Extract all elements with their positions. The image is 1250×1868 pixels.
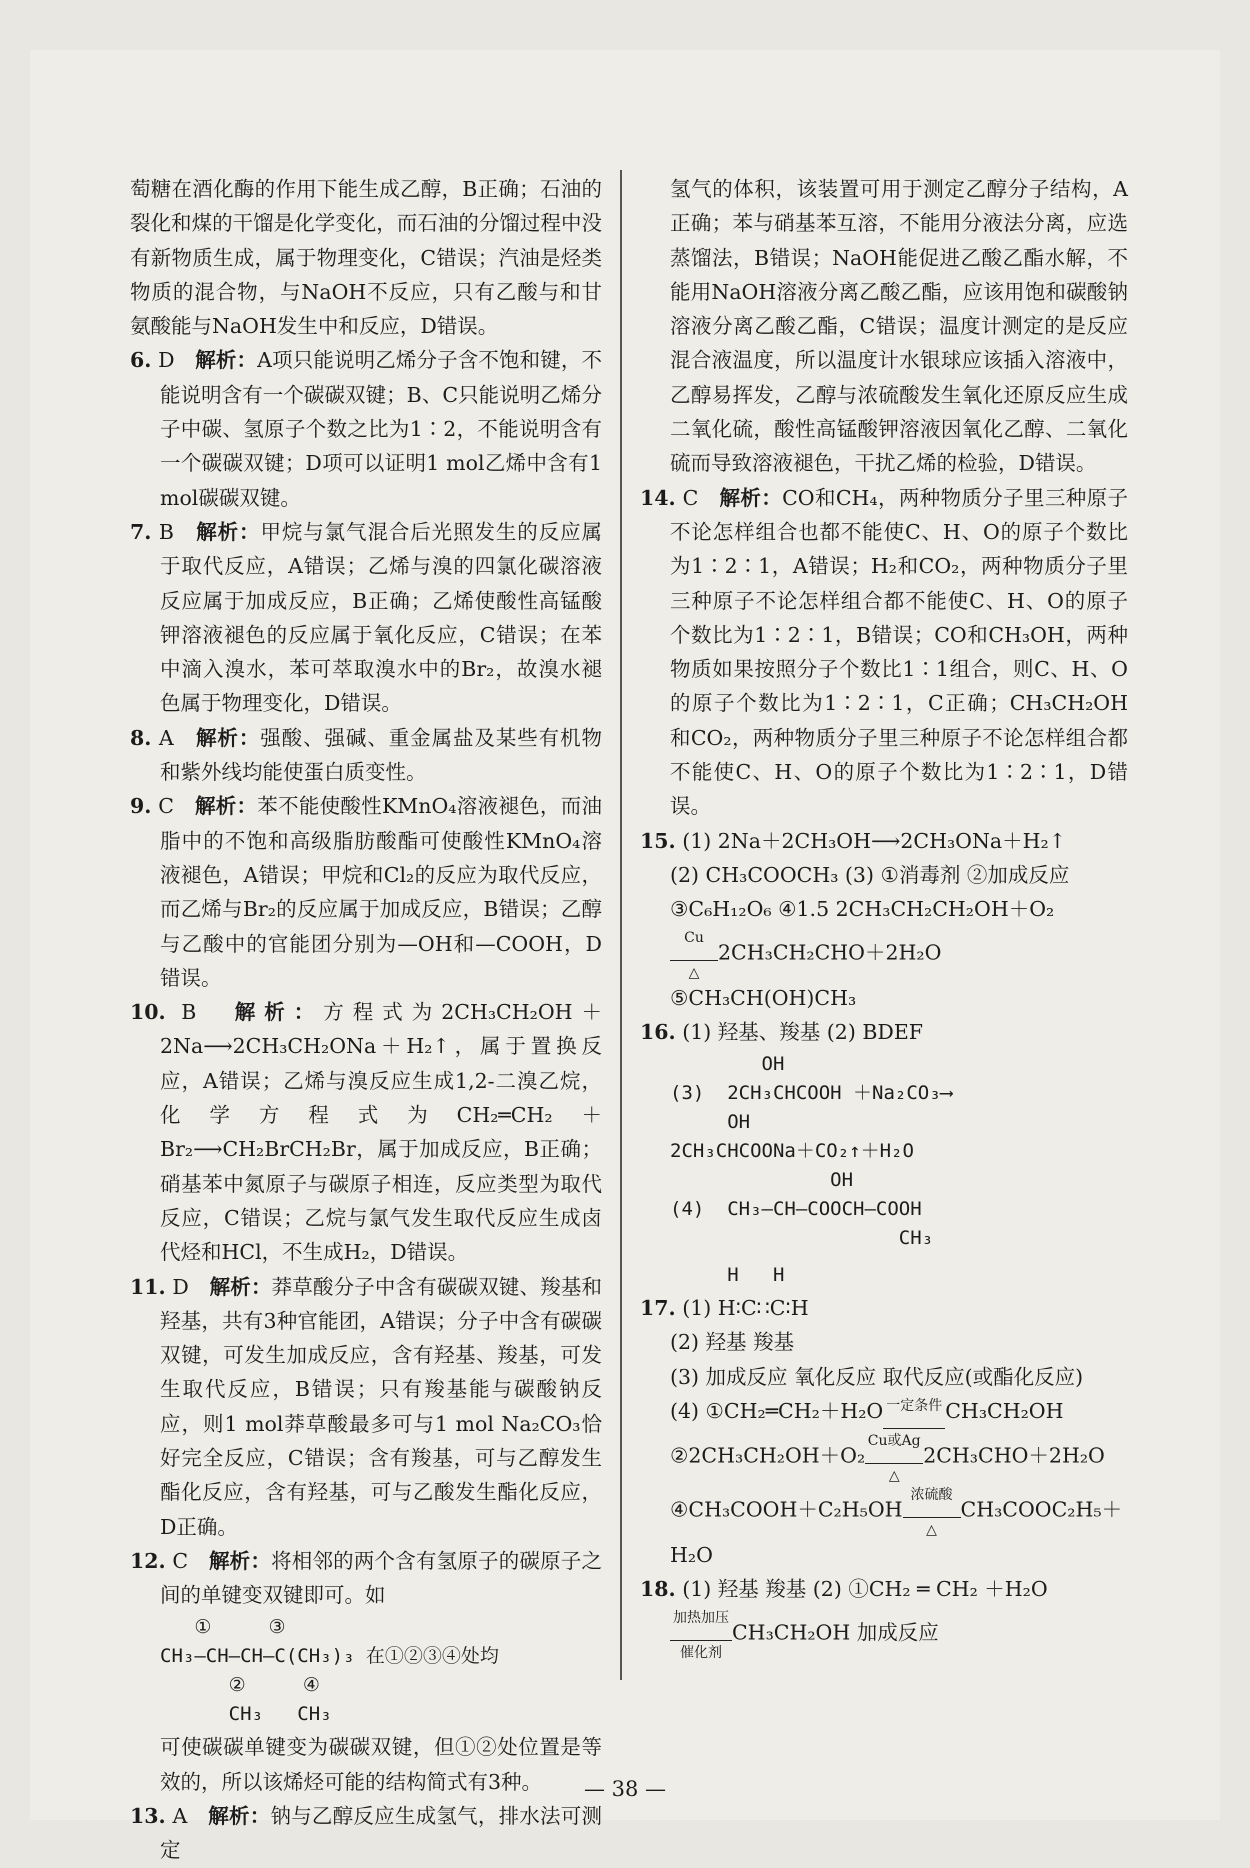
page-number: — 38 — [583,1777,667,1801]
analysis-text: CO和CH₄，两种物质分子里三种原子不论怎样组合也都不能使C、H、O的原子个数比为1∶2∶1，A错误；H₂和CO₂，两种物质分子里三种原子不论怎样组合都不能使C、H、O的原子个数比为1∶2∶1，B错误；CO和CH₃OH，两种物质如果按照分子个数比1∶1组合，则C、H、O的原子个数比为1∶2∶1，C正确；CH₃CH₂OH和CO₂，两种物质分子里三种原子不论怎样组合都不能使C、H、O的原子个数比为1∶2∶1，D错误。 [670,485,1128,819]
analysis-text: 莽草酸分子中含有碳碳双键、羧基和羟基，共有3种官能团，A错误；分子中含有碳碳双键，可发生加成反应，含有羟基、羧基，可发生取代反应，B错误；只有羧基能与碳酸钠反应，则1 mol莽草酸最多可与1 mol Na₂CO₃恰好完全反应，C错误；含有羧基，可与乙醇发生酯化反应，含有羟基，可与乙酸发生酯化反应，D正确。 [160,1274,603,1539]
equation-text: ④CH₃COOH＋C₂H₅OH [670,1497,903,1522]
answer-10 [130,995,602,1269]
answer-13-cont: 氢气的体积，该装置可用于测定乙醇分子结构，A正确；苯与硝基苯互溶，不能用分液法分离，应选蒸馏法，B错误；NaOH能促进乙酸乙酯水解，不能用NaOH溶液分离乙酸乙酯，应该用饱和碳酸钠溶液分离乙酸乙酯，C错误；温度计测定的是反应混合液温度，所以温度计水银球应该插入溶液中，乙醇易挥发，乙醇与浓硫酸发生氧化还原反应生成二氧化硫，酸性高锰酸钾溶液因氧化乙醇、二氧化硫而导致溶液褪色，干扰乙烯的检验，D错误。 [670,177,1128,476]
structure-branch-marks: ② ④ [160,1674,320,1697]
question-number: 13. [130,1804,166,1829]
electron-formula: (1) H∶C∷C∶H [682,1296,809,1321]
answer-17-line6 [640,1484,1128,1538]
answer-8 [130,721,602,790]
question-number: 18. [640,1577,676,1602]
arrow-condition-top: 浓硫酸 [910,1487,953,1504]
answer-15-line3: ③C₆H₁₂O₆ ④1.5 2CH₃CH₂CH₂OH＋O₂ [670,897,1055,922]
answer-letter: A [172,1804,188,1829]
answer-17 [640,1262,1128,1572]
question-number: 6. [130,348,152,373]
answer-letter: B [181,1000,197,1025]
question-number: 17. [640,1296,676,1321]
question-number: 7. [130,519,152,544]
answer-letter: B [158,519,174,544]
question-number: 12. [130,1548,166,1573]
analysis-text: 钠与乙醇反应生成氢气，排水法可测定 [160,1804,603,1863]
answer-11 [130,1270,602,1544]
analysis-label: 解析： [719,485,783,510]
answer-letter: C [158,794,174,819]
answer-18-line1 [640,1572,1128,1606]
arrow-condition-top: 一定条件 [886,1398,943,1415]
question-number: 15. [640,828,676,853]
analysis-label: 解析： [208,1804,271,1829]
arrow-condition-top: Cu [684,929,704,946]
analysis-label: 解析： [209,1274,272,1299]
structure-oh: OH [670,1053,785,1076]
answer-15 [640,824,1128,1015]
equation-text: (4) ①CH₂═CH₂＋H₂O [670,1399,884,1424]
structure-line: 2CH₃CHCOONa＋CO₂↑＋H₂O [670,1140,914,1163]
question-number: 11. [130,1274,166,1299]
answer-13 [130,1799,602,1868]
answer-17-line7: H₂O [670,1543,713,1568]
structure-line: (3) 2CH₃CHCOOH ＋Na₂CO₃⟶ [670,1082,953,1105]
analysis-label: 解析： [196,519,261,544]
answer-12-cont: 可使碳碳单键变为碳碳双键，但①②处位置是等效的，所以该烯烃可能的结构简式有3种。 [160,1735,602,1794]
question-number: 9. [130,794,152,819]
equation-text: 2CH₃CHO＋2H₂O [923,1443,1105,1468]
equation-text: (1) 2Na＋2CH₃OH⟶2CH₃ONa＋H₂↑ [682,828,1066,853]
answer-letter: C [682,485,699,510]
answer-14 [640,481,1128,824]
right-column [640,172,1128,1661]
arrow-condition-bottom: 催化剂 [680,1644,722,1661]
answer-text: (1) 羟基、羧基 (2) BDEF [682,1019,924,1044]
structure-marks: ① ③ [160,1616,286,1639]
answer-continuation: 萄糖在酒化酶的作用下能生成乙醇，B正确；石油的裂化和煤的干馏是化学变化，而石油的分馏过程中没有新物质生成，属于物理变化，C错误；汽油是烃类物质的混合物，与NaOH不反应，只有乙酸与和甘氨酸能与NaOH发生中和反应，D错误。 [130,177,602,339]
answer-16 [640,1015,1128,1252]
structure-formula-12 [130,1614,602,1728]
analysis-text: 苯不能使酸性KMnO₄溶液褪色，而油脂中的不饱和高级脂肪酸酯可使酸性KMnO₄溶液褪色，A错误；甲烷和Cl₂的反应为取代反应，而乙烯与Br₂的反应属于加成反应，B错误；乙醇与乙酸中的官能团分别为—OH和—COOH，D错误。 [160,794,602,990]
reaction-arrow [865,1430,923,1484]
analysis-text: A项只能说明乙烯分子含不饱和键，不能说明含有一个碳碳双键；B、C只能说明乙烯分子中碳、氢原子个数之比为1∶2，不能说明含有一个碳碳双键；D项可以证明1 mol乙烯中含有1 mol碳碳双键。 [160,348,603,510]
analysis-label: 解析： [194,794,258,819]
equation-text: ②2CH₃CH₂OH＋O₂ [670,1443,866,1468]
equation-text: CH₃CH₂OH 加成反应 [732,1620,939,1645]
structure-branch-groups: CH₃ CH₃ [160,1703,332,1726]
answer-17-line2: (2) 羟基 羧基 [670,1330,795,1355]
answer-17-line1 [640,1291,1128,1325]
electron-formula-h: H H [670,1264,785,1287]
answer-12 [130,1544,602,1613]
answer-text: (1) 羟基 羧基 (2) ①CH₂ ═ CH₂ ＋H₂O [682,1577,1048,1602]
answer-15-line1 [640,824,1128,858]
answer-18-line2 [640,1607,1128,1661]
column-divider [620,170,622,1680]
question-number: 14. [640,485,676,510]
answer-17-line4 [640,1394,1128,1430]
analysis-label: 解析： [196,725,261,750]
arrow-line [883,1428,945,1429]
arrow-condition-bottom: △ [926,1522,937,1539]
reaction-arrow [903,1484,961,1538]
answer-15-line2: (2) CH₃COOCH₃ (3) ①消毒剂 ②加成反应 [670,862,1070,887]
question-number: 8. [130,725,152,750]
analysis-label: 解析： [234,1000,324,1025]
analysis-label: 解析： [195,348,258,373]
answer-18 [640,1572,1128,1660]
arrow-line [670,960,718,961]
reaction-arrow [670,1607,732,1661]
reaction-arrow [670,927,718,981]
structure-main: CH₃—CH—CH—C(CH₃)₃ 在①②③④处均 [160,1645,499,1668]
arrow-condition-top: 加热加压 [673,1609,729,1626]
answer-15-line4 [640,927,1128,981]
arrow-condition-bottom: △ [688,964,700,981]
answer-letter: D [172,1274,189,1299]
structure-oh: OH [670,1111,751,1134]
left-column [130,172,602,1868]
question-number: 10. [130,1000,166,1025]
answer-16-line1 [640,1015,1128,1049]
arrow-condition-bottom: △ [888,1468,900,1485]
arrow-line [903,1517,961,1518]
analysis-text: 方程式为2CH₃CH₂OH＋2Na⟶2CH₃CH₂ONa＋H₂↑，属于置换反应，A错误；乙烯与溴反应生成1,2-二溴乙烷，化学方程式为CH₂═CH₂＋Br₂⟶CH₂BrCH₂Br，属于加成反应，B正确；硝基苯中氮原子与碳原子相连，反应类型为取代反应，C错误；乙烷与氯气发生取代反应生成卤代烃和HCl，不生成H₂，D错误。 [160,1000,603,1265]
answer-7 [130,515,602,721]
arrow-line [670,1640,732,1641]
analysis-label: 解析： [208,1548,272,1573]
analysis-text: 强酸、强碱、重金属盐及某些有机物和紫外线均能使蛋白质变性。 [160,725,602,785]
reaction-arrow [883,1395,945,1430]
analysis-text: 将相邻的两个含有氢原子的碳原子之间的单键变双键即可。如 [160,1548,603,1608]
question-number: 16. [640,1019,676,1044]
answer-17-line3: (3) 加成反应 氧化反应 取代反应(或酯化反应) [670,1364,1084,1389]
answer-6 [130,343,602,514]
equation-text: CH₃CH₂OH [945,1399,1064,1424]
structure-oh: OH [670,1169,854,1192]
answer-letter: C [172,1548,189,1573]
arrow-condition-top: Cu或Ag [867,1433,921,1450]
arrow-line [865,1463,923,1464]
structure-branch: CH₃ [670,1227,934,1250]
answer-9 [130,789,602,995]
equation-text: CH₃COOC₂H₅＋ [960,1497,1123,1522]
analysis-text: 甲烷与氯气混合后光照发生的反应属于取代反应，A错误；乙烯与溴的四氯化碳溶液反应属于加成反应，B正确；乙烯使酸性高锰酸钾溶液褪色的反应属于氧化反应，C错误；在苯中滴入溴水，苯可萃取溴水中的Br₂，故溴水褪色属于物理变化，D错误。 [160,519,602,716]
answer-17-line5 [640,1430,1128,1484]
answer-letter: D [158,348,175,373]
structure-line: (4) CH₃—CH—COOCH—COOH [670,1198,922,1221]
answer-15-line5: ⑤CH₃CH(OH)CH₃ [670,985,857,1010]
answer-letter: A [158,725,174,750]
equation-text: 2CH₃CH₂CHO＋2H₂O [718,940,942,965]
